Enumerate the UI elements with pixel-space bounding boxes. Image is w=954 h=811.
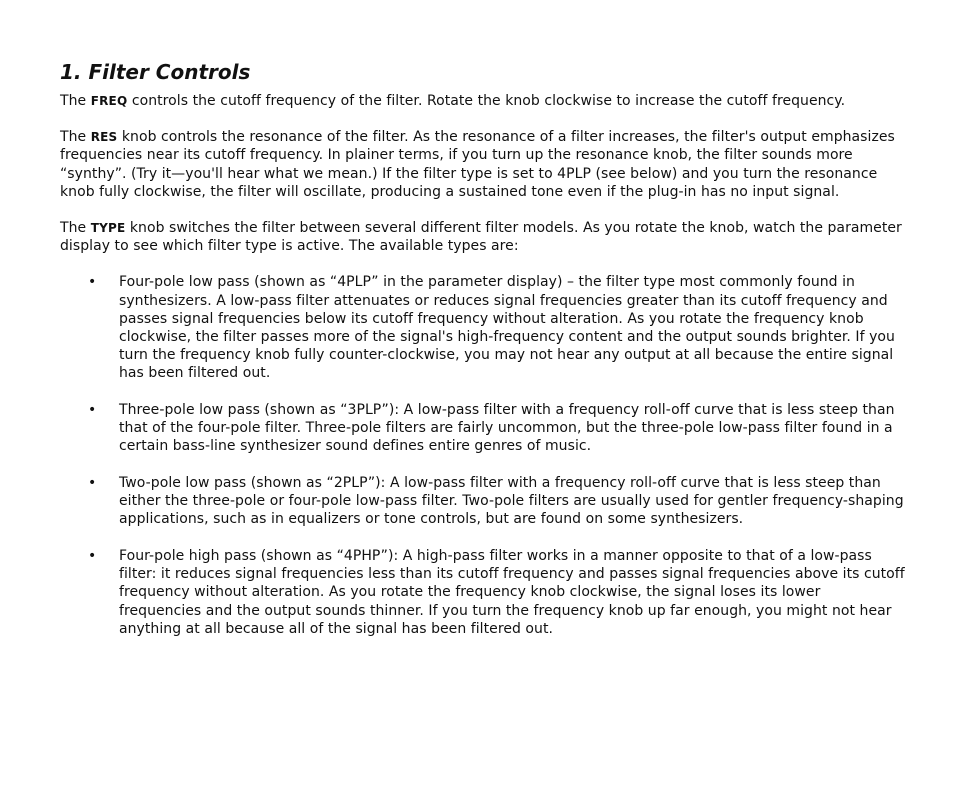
bullet-icon: • [88, 274, 97, 291]
bullet-icon: • [88, 548, 97, 565]
list-item-4php [60, 547, 906, 638]
res-keyword: RES [90, 130, 118, 145]
list-item-3plp [60, 401, 906, 456]
res-paragraph-prefix: The [60, 129, 91, 146]
filter-type-list [60, 273, 906, 638]
bullet-icon: • [88, 402, 97, 419]
list-item-text: Two-pole low pass (shown as “2PLP”): A low-pass filter with a frequency roll-off curve that is less steep than either the three-pole or four-pole low-pass filter. Two-pole filters are usually used for gentler frequency-shaping applications, such as in equalizers or tone controls, but are found on some synthesizers. [119, 475, 904, 528]
res-paragraph [60, 128, 906, 201]
section-title: 1. Filter Controls [60, 60, 251, 84]
freq-paragraph-prefix: The [60, 93, 91, 109]
bullet-icon: • [88, 475, 97, 492]
list-item-text: Four-pole high pass (shown as “4PHP”): A high-pass filter works in a manner opposite to that of a low-pass filter: it reduces signal frequencies less than its cutoff frequency and passes signal frequencies above its cutoff frequency without alteration. As you rotate the frequency knob clockwise, the signal loses its lower frequencies and the output sounds thinner. If you turn the frequency knob up far enough, you might not hear anything at all because all of the signal has been filtered out. [119, 548, 905, 637]
freq-paragraph [60, 92, 906, 110]
list-item-text: Three-pole low pass (shown as “3PLP”): A low-pass filter with a frequency roll-off curve that is less steep than that of the four-pole filter. Three-pole filters are fairly uncommon, but the three-pole low-pass filter found in a certain bass-line synthesizer sound defines entire genres of music. [119, 402, 895, 455]
list-item-4plp [60, 273, 906, 382]
type-paragraph [60, 219, 906, 255]
list-item-2plp [60, 474, 906, 529]
freq-paragraph-text: controls the cutoff frequency of the filter. Rotate the knob clockwise to increase the cutoff frequency. [127, 93, 846, 109]
res-paragraph-text: knob controls the resonance of the filter. As the resonance of a filter increases, the filter's output emphasizes frequencies near its cutoff frequency. In plainer terms, if you turn up the resonance knob, the filter sounds more “synthy”. (Try it—you'll hear what we mean.) If the filter type is set to 4PLP (see below) and you turn the resonance knob fully clockwise, the filter will oscillate, producing a sustained tone even if the plug-in has no input signal. [60, 129, 895, 200]
type-paragraph-prefix: The [60, 220, 91, 237]
manual-page [60, 58, 906, 656]
freq-keyword: FREQ [90, 94, 128, 108]
type-paragraph-text: knob switches the filter between several different filter models. As you rotate the knob, watch the parameter display to see which filter type is active. The available types are: [60, 220, 902, 255]
list-item-text: Four-pole low pass (shown as “4PLP” in the parameter display) – the filter type most commonly found in synthesizers. A low-pass filter attenuates or reduces signal frequencies greater than its cutoff frequency and passes signal frequencies below its cutoff frequency without alteration. As you rotate the frequency knob clockwise, the filter passes more of the signal's high-frequency content and the output sounds brighter. If you turn the frequency knob fully counter-clockwise, you may not hear any output at all because the entire signal has been filtered out. [119, 274, 895, 382]
type-keyword: TYPE [90, 221, 126, 236]
